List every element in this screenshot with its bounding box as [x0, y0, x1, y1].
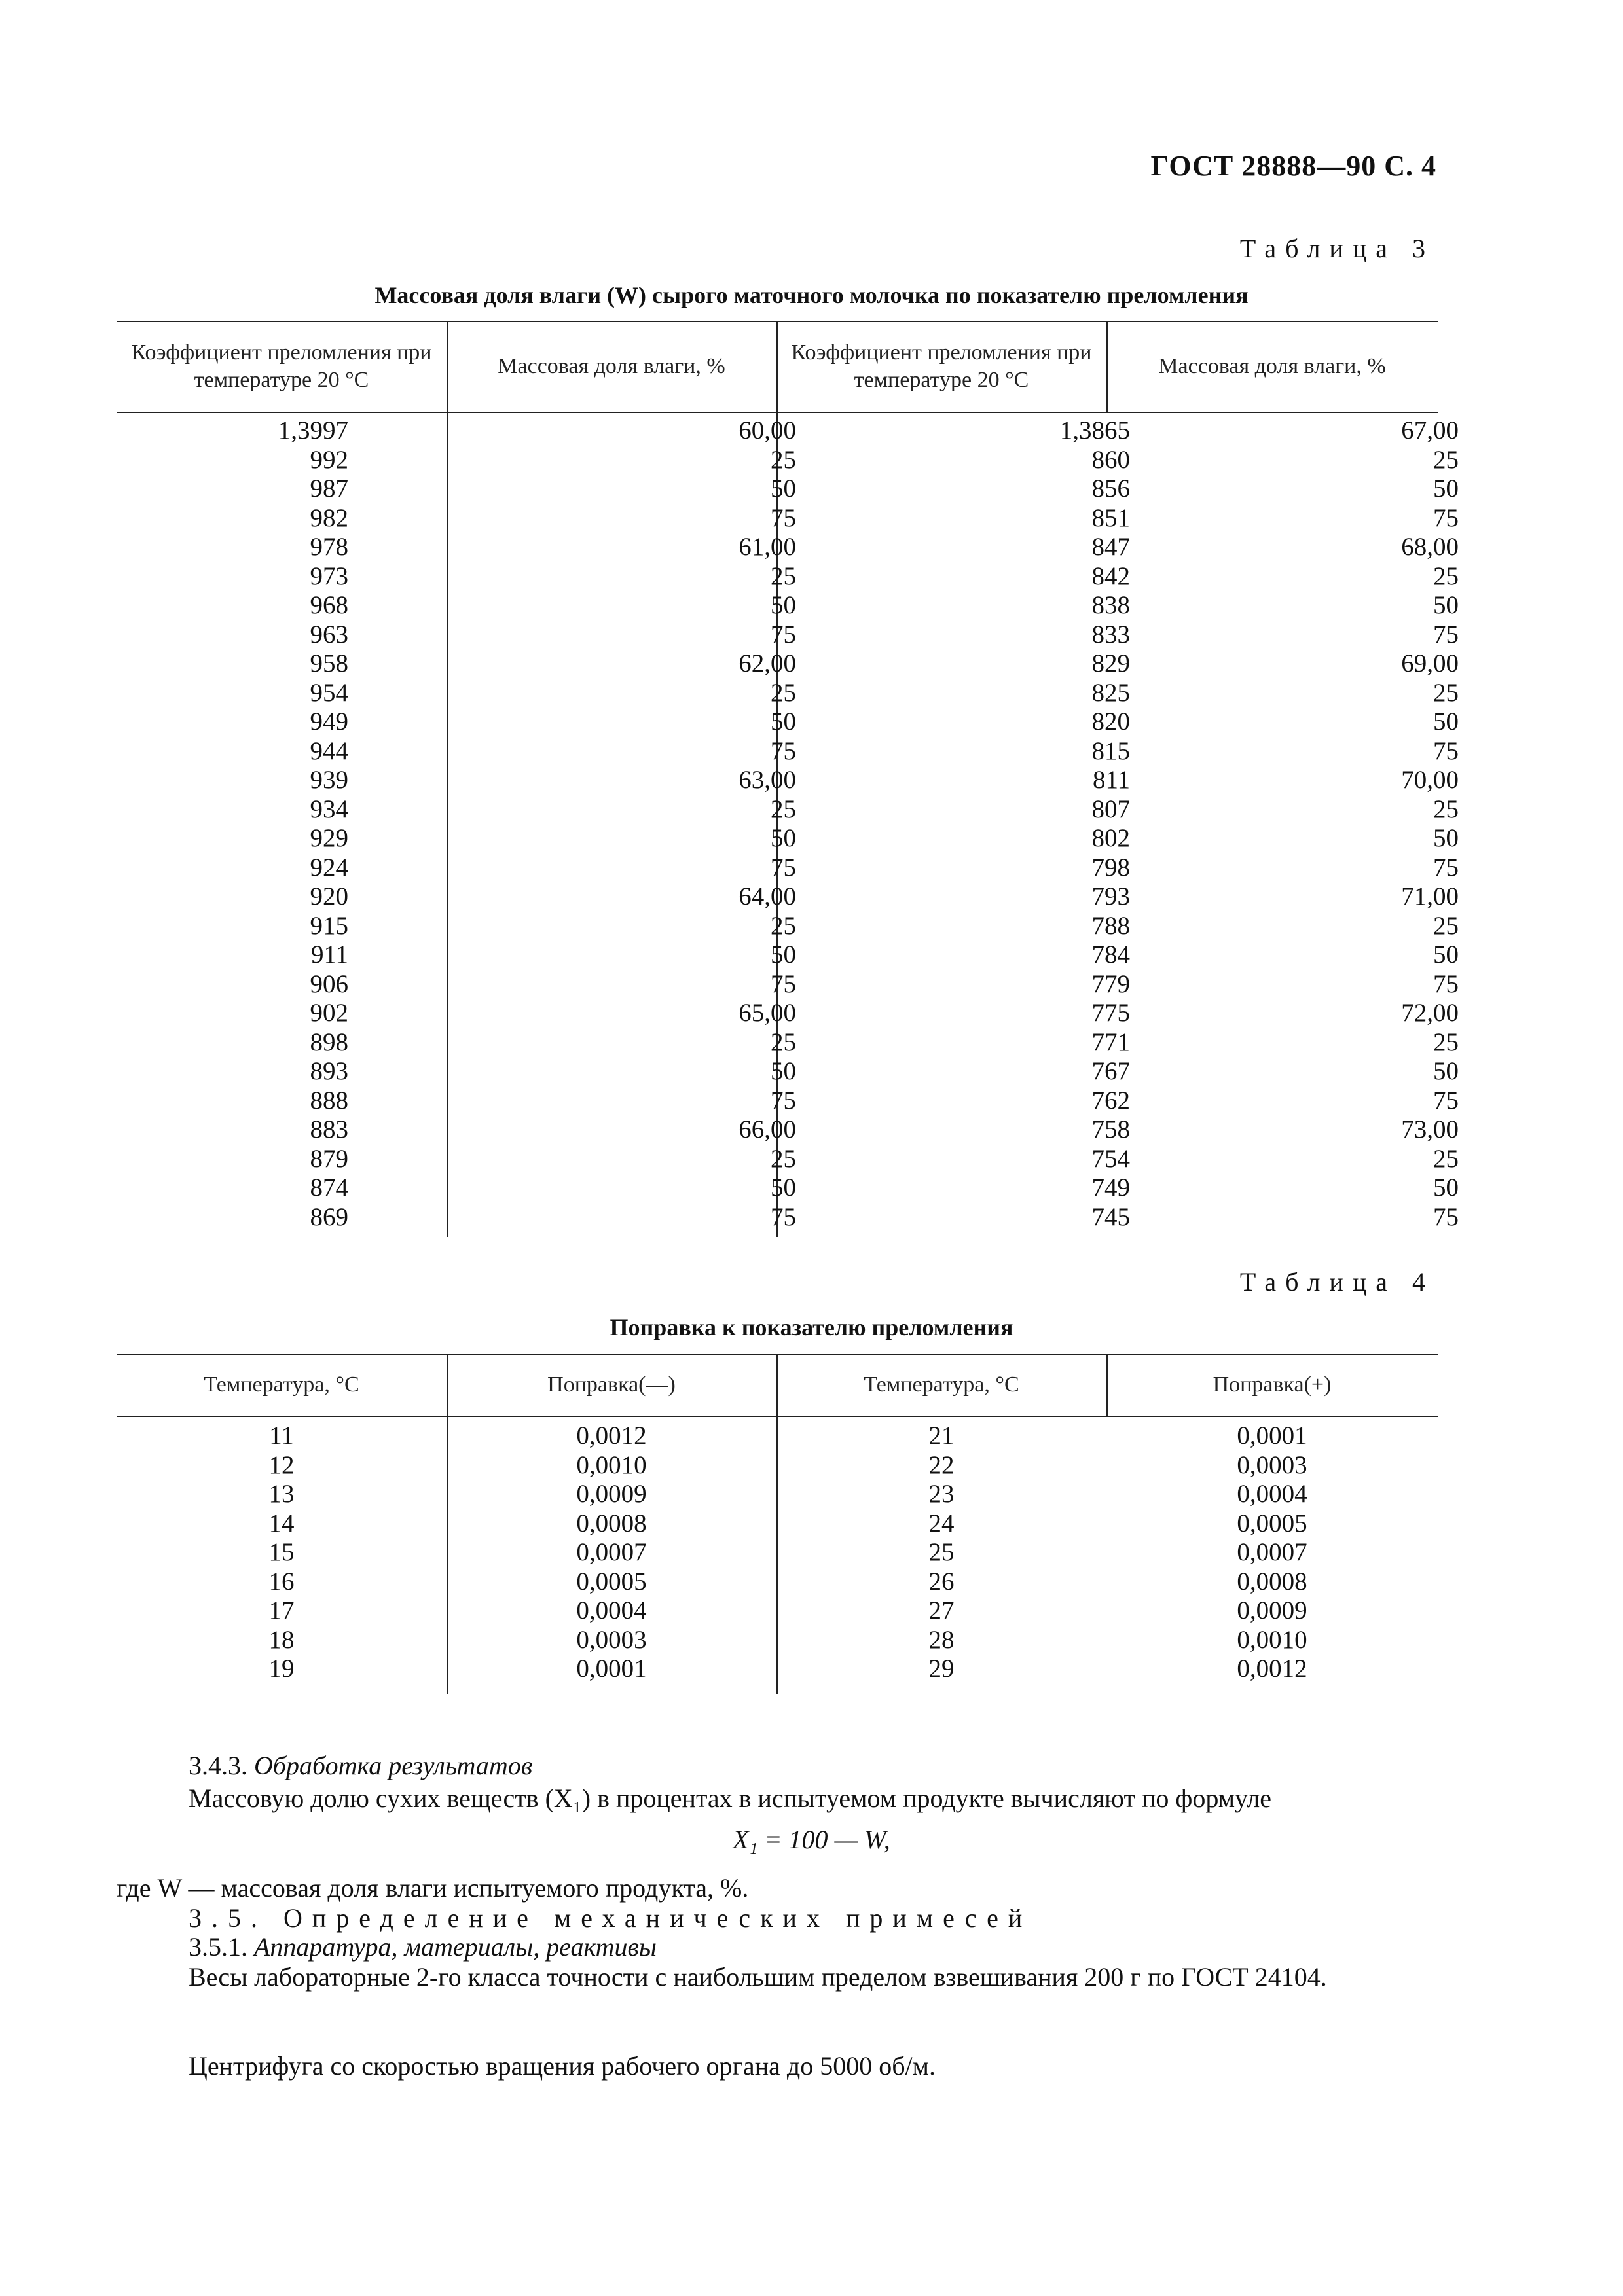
table3-header-moisture: Массовая доля влаги, %: [498, 353, 725, 378]
paragraph-dry-matter: Массовую долю сухих веществ (X₁) в процентах в испытуемом продукте вычисляют по формуле: [189, 1784, 1272, 1813]
table3-col-refraction-2: [776, 416, 1130, 1232]
table-cell: 788: [1091, 911, 1130, 940]
table-cell: 879: [310, 1144, 348, 1173]
table-cell: 893: [310, 1057, 348, 1085]
table3-label: Таблица 3: [1239, 234, 1434, 263]
table-cell: 28: [928, 1625, 955, 1654]
table-cell: 902: [310, 999, 348, 1027]
table-cell: 50: [771, 475, 796, 503]
paragraph-centrifuge: Центрифуга со скоростью вращения рабочего органа до 5000 об/м.: [189, 2051, 936, 2081]
table-cell: 72,00: [1401, 999, 1459, 1027]
table-cell: 25: [771, 562, 796, 590]
table-cell: 934: [310, 795, 348, 823]
table-cell: 949: [310, 708, 348, 736]
table-cell: 911: [310, 941, 348, 969]
table-cell: 0,0001: [576, 1655, 647, 1683]
table-cell: 883: [310, 1115, 348, 1143]
table-cell: 856: [1091, 475, 1130, 503]
table-cell: 954: [310, 678, 348, 707]
table-cell: 27: [928, 1596, 955, 1624]
table4-header-temperature-2: Температура, °С: [864, 1372, 1019, 1397]
table-cell: 762: [1091, 1086, 1130, 1115]
table-cell: 771: [1091, 1028, 1130, 1056]
table-cell: 25: [1433, 562, 1459, 590]
table-cell: 968: [310, 591, 348, 619]
section-title: Обработка результатов: [254, 1751, 533, 1780]
table-cell: 75: [1433, 503, 1459, 532]
table4-title: Поправка к показателю преломления: [610, 1314, 1013, 1340]
table3: [117, 321, 1459, 1237]
table-cell: 50: [771, 941, 796, 969]
table-cell: 0,0012: [576, 1422, 647, 1450]
table-cell: 50: [1433, 1174, 1459, 1202]
table-cell: 75: [771, 1086, 796, 1115]
table-cell: 25: [771, 795, 796, 823]
table3-header-refraction-2: Коэффициент преломления при температуре 20 °С: [791, 340, 1092, 392]
table-cell: 50: [1433, 1057, 1459, 1085]
table-cell: 67,00: [1401, 416, 1459, 444]
table-cell: 0,0001: [1237, 1422, 1307, 1450]
section-title: Аппаратура, материалы, реактивы: [254, 1932, 657, 1962]
table-cell: 25: [1433, 678, 1459, 707]
table-cell: 25: [1433, 1144, 1459, 1173]
table-cell: 29: [928, 1655, 955, 1683]
table-cell: 0,0008: [576, 1509, 647, 1537]
table-cell: 944: [310, 736, 348, 765]
table-cell: 24: [928, 1509, 955, 1537]
table-cell: 25: [1433, 911, 1459, 940]
table4-col-temperature: [117, 1422, 447, 1684]
table-cell: 19: [268, 1655, 295, 1683]
table-cell: 860: [1091, 445, 1130, 474]
table-cell: 75: [1433, 969, 1459, 998]
table-cell: 874: [310, 1174, 348, 1202]
table-cell: 14: [268, 1509, 295, 1537]
table-cell: 838: [1091, 591, 1130, 619]
table-cell: 75: [771, 620, 796, 649]
table-cell: 50: [1433, 824, 1459, 852]
table-cell: 0,0009: [1237, 1596, 1307, 1624]
table-cell: 978: [310, 533, 348, 561]
table-cell: 75: [771, 503, 796, 532]
table-cell: 825: [1091, 678, 1130, 707]
table4-col-correction-plus: [1106, 1422, 1438, 1684]
table-cell: 767: [1091, 1057, 1130, 1085]
table-cell: 869: [310, 1202, 348, 1231]
table3-header-refraction: Коэффициент преломления при температуре 20 °С: [131, 340, 432, 392]
table-cell: 69,00: [1401, 649, 1459, 677]
table4-col-correction-minus: [447, 1422, 776, 1684]
table-cell: 60,00: [739, 416, 796, 444]
table-cell: 982: [310, 503, 348, 532]
table-cell: 64,00: [739, 882, 796, 910]
table-cell: 0,0012: [1237, 1655, 1307, 1683]
table-cell: 75: [771, 736, 796, 765]
table-cell: 915: [310, 911, 348, 940]
table-cell: 50: [771, 708, 796, 736]
table-cell: 70,00: [1401, 766, 1459, 794]
table-cell: 973: [310, 562, 348, 590]
section-3-5-1-heading: [189, 1932, 657, 1962]
table-cell: 25: [1433, 445, 1459, 474]
table-cell: 16: [268, 1567, 295, 1596]
table-cell: 25: [771, 1028, 796, 1056]
table-cell: 811: [1092, 766, 1130, 794]
table-cell: 75: [771, 1202, 796, 1231]
table-cell: 17: [268, 1596, 295, 1624]
table-cell: 25: [771, 678, 796, 707]
table-cell: 50: [771, 591, 796, 619]
table-cell: 0,0010: [576, 1450, 647, 1479]
table-cell: 829: [1091, 649, 1130, 677]
table-cell: 25: [771, 1144, 796, 1173]
section-3-4-3-heading: [189, 1751, 532, 1780]
table-cell: 63,00: [739, 766, 796, 794]
table-cell: 0,0005: [1237, 1509, 1307, 1537]
table-cell: 75: [1433, 1202, 1459, 1231]
paragraph-scales: Весы лабораторные 2-го класса точности с наибольшим пределом взвешивания 200 г по ГОСТ 24104.: [189, 1962, 1327, 1992]
table-cell: 820: [1091, 708, 1130, 736]
table-cell: 815: [1091, 736, 1130, 765]
table-cell: 1,3865: [1059, 416, 1130, 444]
table4-header-correction-plus: Поправка(+): [1213, 1372, 1332, 1397]
table-cell: 749: [1091, 1174, 1130, 1202]
table-cell: 0,0007: [576, 1538, 647, 1566]
table-cell: 807: [1091, 795, 1130, 823]
table-cell: 0,0003: [1237, 1450, 1307, 1479]
table3-col-moisture: [447, 416, 796, 1232]
table-cell: 21: [928, 1422, 955, 1450]
table-cell: 888: [310, 1086, 348, 1115]
table-cell: 22: [928, 1450, 955, 1479]
table-cell: 793: [1091, 882, 1130, 910]
table-cell: 71,00: [1401, 882, 1459, 910]
table-cell: 992: [310, 445, 348, 474]
table-cell: 0,0005: [576, 1567, 647, 1596]
table3-title: Массовая доля влаги (W) сырого маточного молочка по показателю преломления: [374, 282, 1249, 308]
table-cell: 939: [310, 766, 348, 794]
table-cell: 25: [1433, 795, 1459, 823]
table-cell: 68,00: [1401, 533, 1459, 561]
table-cell: 75: [771, 853, 796, 882]
table-cell: 775: [1091, 999, 1130, 1027]
table-cell: 833: [1091, 620, 1130, 649]
table-cell: 929: [310, 824, 348, 852]
table-cell: 906: [310, 969, 348, 998]
table-cell: 26: [928, 1567, 955, 1596]
table-cell: 50: [771, 824, 796, 852]
table-cell: 65,00: [739, 999, 796, 1027]
table-cell: 75: [771, 969, 796, 998]
table-cell: 802: [1091, 824, 1130, 852]
table4-header-temperature: Температура, °С: [204, 1372, 359, 1397]
table-cell: 23: [928, 1480, 955, 1508]
table-cell: 847: [1091, 533, 1130, 561]
table-cell: 0,0004: [1237, 1480, 1307, 1508]
table-cell: 898: [310, 1028, 348, 1056]
table-cell: 61,00: [739, 533, 796, 561]
table4-col-temperature-2: [776, 1422, 1106, 1684]
table-cell: 0,0003: [576, 1625, 647, 1654]
table-cell: 62,00: [739, 649, 796, 677]
table-cell: 66,00: [739, 1115, 796, 1143]
table-cell: 842: [1091, 562, 1130, 590]
table-cell: 987: [310, 475, 348, 503]
table-cell: 75: [1433, 1086, 1459, 1115]
table-cell: 745: [1091, 1202, 1130, 1231]
table-cell: 0,0008: [1237, 1567, 1307, 1596]
table-cell: 784: [1091, 941, 1130, 969]
table-cell: 754: [1091, 1144, 1130, 1173]
section-number: 3.5.1.: [189, 1932, 247, 1962]
table-cell: 851: [1091, 503, 1130, 532]
table-cell: 13: [268, 1480, 295, 1508]
table-cell: 25: [1433, 1028, 1459, 1056]
table-cell: 25: [771, 445, 796, 474]
table-cell: 75: [1433, 853, 1459, 882]
table-cell: 758: [1091, 1115, 1130, 1143]
table4-header-correction-minus: Поправка(—): [547, 1372, 676, 1397]
section-3-5-heading: 3.5. Определение механических примесей: [189, 1903, 1032, 1933]
table-cell: 0,0009: [576, 1480, 647, 1508]
table-cell: 50: [1433, 708, 1459, 736]
table-cell: 11: [269, 1422, 294, 1450]
table4: [117, 1354, 1438, 1694]
table-cell: 0,0007: [1237, 1538, 1307, 1566]
table-cell: 25: [771, 911, 796, 940]
table3-col-refraction: [117, 416, 348, 1232]
table-cell: 798: [1091, 853, 1130, 882]
table4-label: Таблица 4: [1239, 1267, 1434, 1297]
table-cell: 75: [1433, 736, 1459, 765]
table-cell: 50: [771, 1174, 796, 1202]
table-cell: 73,00: [1401, 1115, 1459, 1143]
table-cell: 25: [928, 1538, 955, 1566]
formula-explanation: где W — массовая доля влаги испытуемого продукта, %.: [117, 1873, 749, 1903]
table-cell: 18: [268, 1625, 295, 1654]
formula: X₁ = 100 — W,: [733, 1825, 890, 1854]
table3-header-moisture-2: Массовая доля влаги, %: [1158, 353, 1386, 378]
table-cell: 0,0004: [576, 1596, 647, 1624]
table-cell: 50: [1433, 475, 1459, 503]
table-cell: 958: [310, 649, 348, 677]
table-cell: 1,3997: [278, 416, 348, 444]
table-cell: 50: [1433, 591, 1459, 619]
table-cell: 50: [771, 1057, 796, 1085]
table-cell: 75: [1433, 620, 1459, 649]
section-number: 3.4.3.: [189, 1751, 247, 1780]
table-cell: 924: [310, 853, 348, 882]
table-cell: 0,0010: [1237, 1625, 1307, 1654]
table-cell: 779: [1091, 969, 1130, 998]
table3-col-moisture-2: [1106, 416, 1459, 1232]
table-cell: 963: [310, 620, 348, 649]
page-header: ГОСТ 28888—90 С. 4: [1150, 150, 1436, 182]
table-cell: 50: [1433, 941, 1459, 969]
table-cell: 15: [268, 1538, 295, 1566]
table-cell: 12: [268, 1450, 295, 1479]
table-cell: 920: [310, 882, 348, 910]
